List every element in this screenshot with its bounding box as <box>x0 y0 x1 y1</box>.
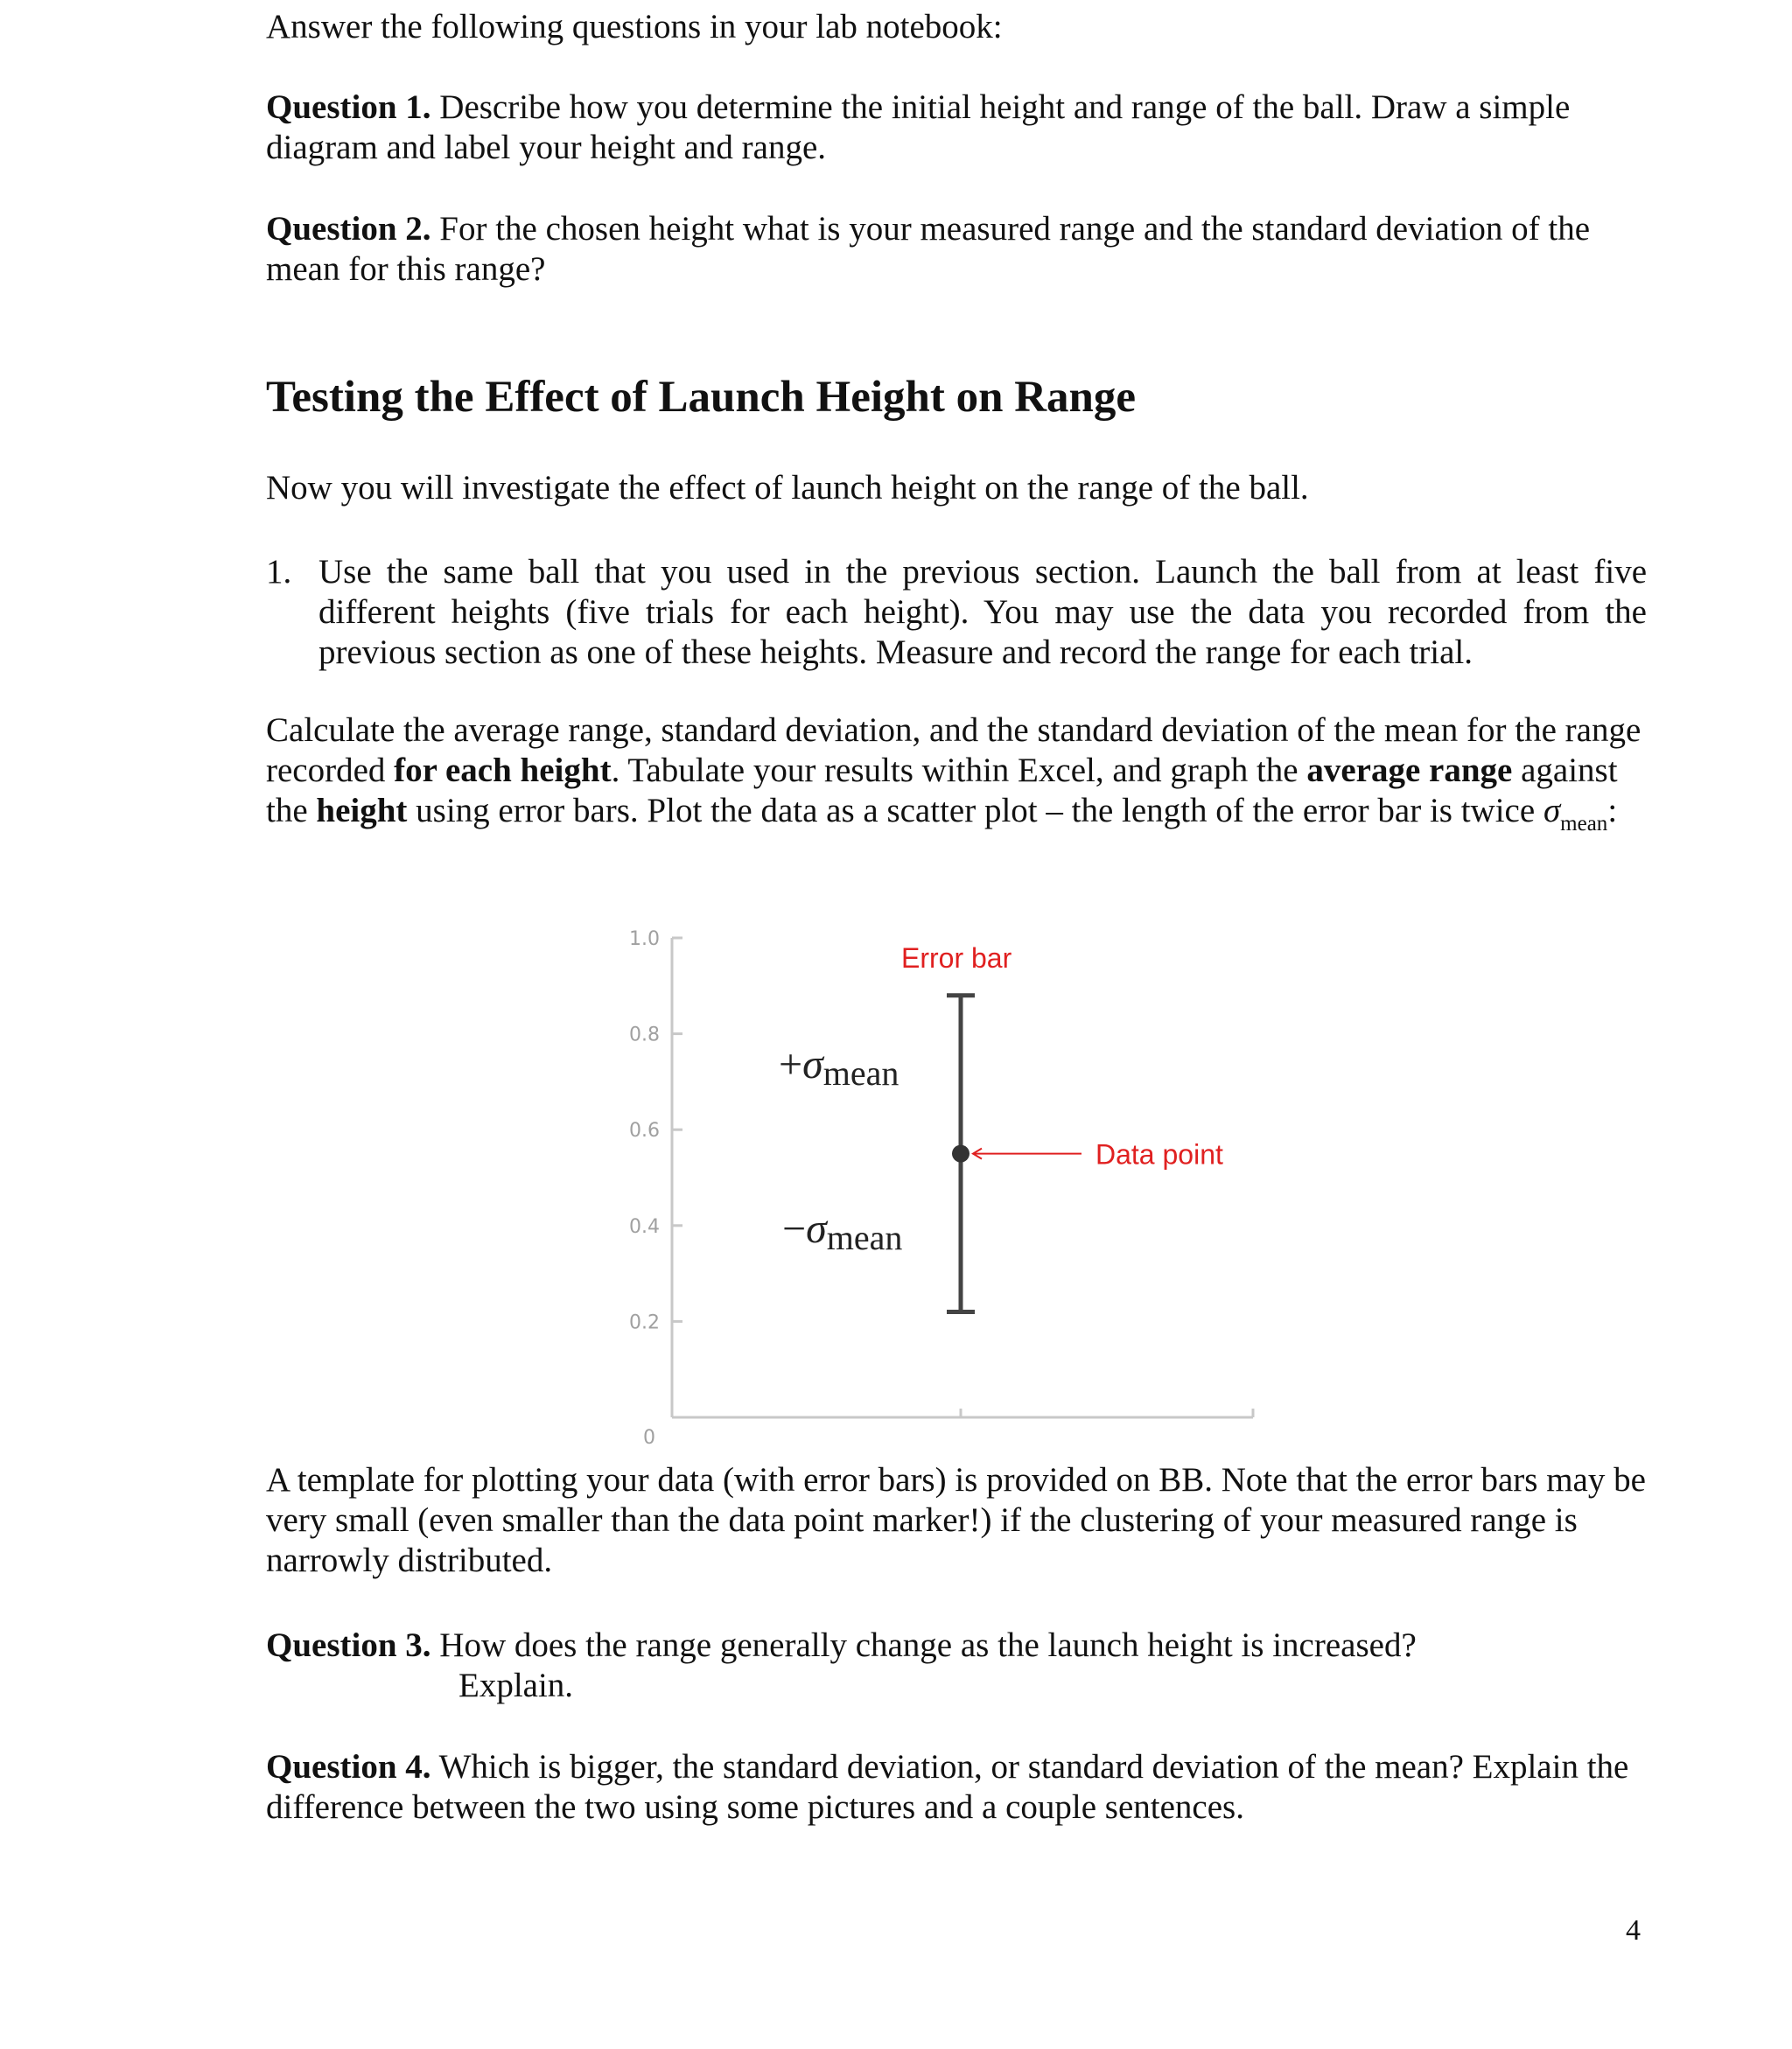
question-4-text: Which is bigger, the standard deviation, or standard deviation of the mean? Explain the difference between the two using some pictures and a couple sentences. <box>266 1748 1629 1826</box>
question-3-text: How does the range generally change as the launch height is increased? <box>439 1626 1417 1664</box>
calc-part-3: against the <box>266 752 1618 829</box>
data-point-annotation: Data point <box>1096 1138 1223 1171</box>
question-3-label: Question 3. <box>266 1626 431 1664</box>
question-2-text: For the chosen height what is your measured range and the standard deviation of the mean for this range? <box>266 210 1591 288</box>
page-number: 4 <box>1626 1914 1641 1947</box>
calc-part-1: Calculate the average range, standard deviation, and the standard deviation of the mean for the range recorded <box>266 711 1642 789</box>
calc-sigma-subscript: mean <box>1560 812 1608 836</box>
calc-sigma: σ <box>1543 792 1561 829</box>
error-bar-annotation: Error bar <box>901 942 1012 974</box>
y-tick-label: 0 <box>643 1427 655 1449</box>
calc-part-4: using error bars. Plot the data as a scatter plot – the length of the error bar is twice <box>407 792 1544 829</box>
y-tick-label: 0.4 <box>629 1215 660 1238</box>
section-intro: Now you will investigate the effect of launch height on the range of the ball. <box>266 469 1309 507</box>
step-1-text: Use the same ball that you used in the previous section. Launch the ball from at least five different heights (five trials for each height). You may use the data you recorded from the previous section as one of these heights. Measure and record the range for each trial. <box>318 553 1647 671</box>
calc-bold-average-range: average range <box>1306 752 1513 789</box>
step-1-number: 1. <box>266 553 292 591</box>
template-note: A template for plotting your data (with error bars) is provided on BB. Note that the error bars may be very small (even smaller than the data point marker!) if the clustering of your measured range is narrowly distributed. <box>266 1461 1646 1579</box>
plus-sigma-mean-label: +σmean <box>779 1041 900 1093</box>
calc-bold-height: height <box>316 792 408 829</box>
question-4 <box>266 1747 1647 1828</box>
calc-colon: : <box>1607 792 1618 829</box>
calc-bold-each-height: for each height <box>394 752 612 789</box>
y-tick-label: 0.2 <box>629 1311 660 1334</box>
data-point-marker <box>952 1145 970 1163</box>
calc-part-2: . Tabulate your results within Excel, and graph the <box>611 752 1307 789</box>
y-tick-label: 1.0 <box>629 928 660 950</box>
y-tick-label: 0.8 <box>629 1024 660 1046</box>
question-4-label: Question 4. <box>266 1748 431 1786</box>
minus-sigma-mean-label: −σmean <box>782 1206 903 1257</box>
section-heading: Testing the Effect of Launch Height on Range <box>266 373 1137 422</box>
question-2-label: Question 2. <box>266 210 431 248</box>
question-3-text-2: Explain. <box>458 1667 574 1704</box>
question-3 <box>266 1626 1647 1666</box>
y-tick-label: 0.6 <box>629 1120 660 1143</box>
question-1-text: Describe how you determine the initial height and range of the ball. Draw a simple diagram and label your height and range. <box>266 88 1571 166</box>
question-1-label: Question 1. <box>266 88 431 126</box>
intro-text: Answer the following questions in your lab notebook: <box>266 8 1003 45</box>
